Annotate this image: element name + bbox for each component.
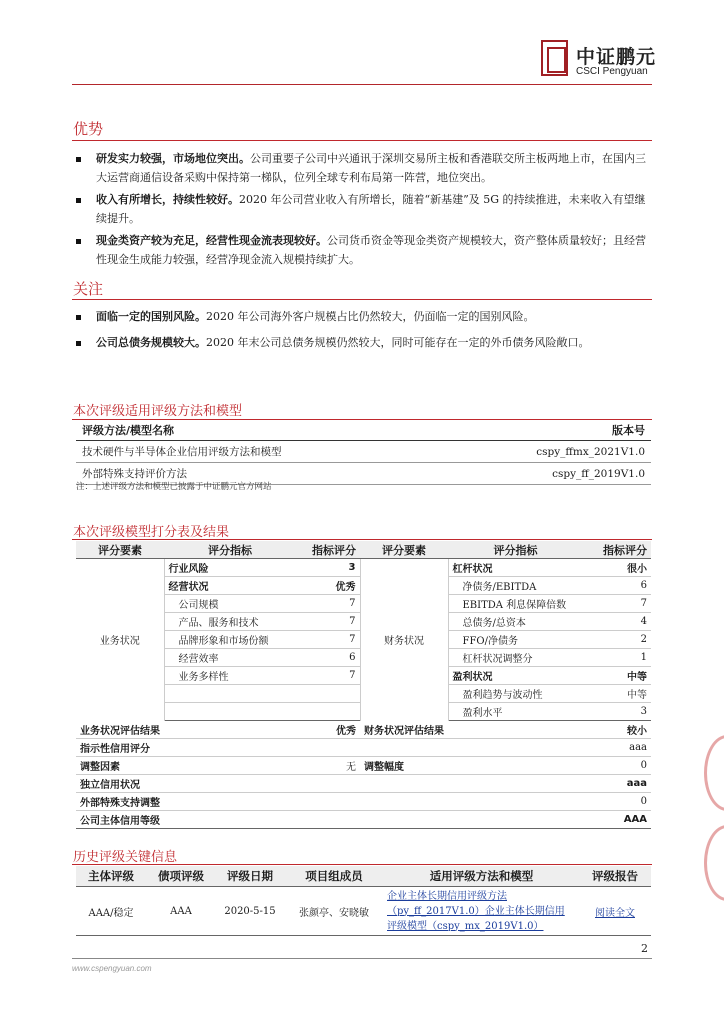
indicator-score: 6 xyxy=(296,649,360,667)
bullet-icon xyxy=(76,157,81,162)
col-header: 债项评级 xyxy=(146,866,216,887)
empty-cell xyxy=(164,685,296,703)
indicator-score: 7 xyxy=(296,631,360,649)
indicator-name: 业务多样性 xyxy=(164,667,296,685)
section-title-methods: 本次评级适用评级方法和模型 xyxy=(73,404,243,419)
report-cell xyxy=(579,887,651,936)
methods-note: 注：上述评级方法和模型已披露于中证鹏元官方网站 xyxy=(76,482,272,492)
indicator-name: EBITDA 利息保障倍数 xyxy=(448,595,583,613)
col-header: 评级报告 xyxy=(579,866,651,887)
indicator-name: 总债务/总资本 xyxy=(448,613,583,631)
indicator-name: 杠杆状况 xyxy=(448,559,583,577)
issuer-rating-label: 公司主体信用等级 xyxy=(76,811,583,829)
logo-text-en: CSCI Pengyuan xyxy=(576,66,648,77)
col-header: 评分要素 xyxy=(76,541,164,559)
indicator-name: 公司规模 xyxy=(164,595,296,613)
indicator-name: 净债务/EBITDA xyxy=(448,577,583,595)
bullet-icon xyxy=(76,198,81,203)
section-divider xyxy=(72,539,652,540)
financial-result-value: 较小 xyxy=(583,721,651,739)
factor-financial: 财务状况 xyxy=(360,559,448,721)
indicator-score: 7 xyxy=(296,667,360,685)
external-support-label: 外部特殊支持调整 xyxy=(76,793,583,811)
advantage-item: 收入有所增长，持续性较好。2020 年公司营业收入有所增长，随着“新基建”及 5G 的持续推进，未来收入有望继续提升。 xyxy=(96,193,646,225)
concern-item: 公司总债务规模较大。2020 年末公司总债务规模仍然较大，同时可能存在一定的外币债务风险敞口。 xyxy=(96,336,590,349)
col-version: 版本号 xyxy=(442,420,651,441)
indicator-score: 中等 xyxy=(583,667,651,685)
page-number: 2 xyxy=(641,942,648,955)
col-header: 主体评级 xyxy=(76,866,146,887)
indicator-score: 3 xyxy=(296,559,360,577)
section-divider xyxy=(72,299,652,300)
business-result-label: 业务状况评估结果 xyxy=(76,721,296,739)
external-support-value: 0 xyxy=(583,793,651,811)
indicator-name: FFO/净债务 xyxy=(448,631,583,649)
col-header: 评分指标 xyxy=(164,541,296,559)
section-title-concerns: 关注 xyxy=(73,280,104,298)
bond-rating: AAA xyxy=(146,887,216,936)
indicator-score: 3 xyxy=(583,703,651,721)
col-header: 评分指标 xyxy=(448,541,583,559)
read-report-link[interactable]: 阅读全文 xyxy=(595,907,635,919)
indicator-score: 4 xyxy=(583,613,651,631)
footer-url: www.cspengyuan.com xyxy=(72,964,152,973)
bullet-icon xyxy=(76,315,81,320)
logo-text-cn: 中证鹏元 xyxy=(576,46,657,68)
issuer-rating-value: AAA xyxy=(583,811,651,829)
indicator-name: 产品、服务和技术 xyxy=(164,613,296,631)
advantage-item: 现金类资产较为充足，经营性现金流表现较好。公司货币资金等现金类资产规模较大，资产整体质量较好；且经营性现金生成能力较强，经营净现金流入规模持续扩大。 xyxy=(96,234,646,266)
method-name: 外部特殊支持评价方法 xyxy=(76,463,442,485)
indicator-name: 杠杆状况调整分 xyxy=(448,649,583,667)
section-title-score: 本次评级模型打分表及结果 xyxy=(73,525,230,540)
method-link[interactable]: （py_ff_2017V1.0）企业主体长期信用 xyxy=(387,905,565,917)
financial-result-label: 财务状况评估结果 xyxy=(360,721,583,739)
section-divider xyxy=(72,140,652,141)
indicator-score: 2 xyxy=(583,631,651,649)
standalone-value: aaa xyxy=(583,775,651,793)
issuer-rating: AAA/稳定 xyxy=(76,887,146,936)
col-header: 项目组成员 xyxy=(284,866,384,887)
indicator-name: 盈利水平 xyxy=(448,703,583,721)
section-divider xyxy=(72,864,652,865)
rating-date: 2020-5-15 xyxy=(216,887,284,936)
indicator-name: 经营效率 xyxy=(164,649,296,667)
table-row xyxy=(76,887,651,936)
col-header: 指标评分 xyxy=(583,541,651,559)
section-title-advantages: 优势 xyxy=(73,120,104,138)
business-result-value: 优秀 xyxy=(296,721,360,739)
adjust-range-value: 0 xyxy=(583,757,651,775)
method-name: 技术硬件与半导体企业信用评级方法和模型 xyxy=(76,441,442,463)
company-logo-mark xyxy=(541,40,568,76)
col-header: 评分要素 xyxy=(360,541,448,559)
indicator-name: 盈利状况 xyxy=(448,667,583,685)
indicator-name: 行业风险 xyxy=(164,559,296,577)
adjust-label: 调整因素 xyxy=(76,757,296,775)
method-link[interactable]: 企业主体长期信用评级方法 xyxy=(387,890,507,902)
indicator-score: 7 xyxy=(296,595,360,613)
methods-table xyxy=(76,420,651,485)
concern-item: 面临一定的国别风险。2020 年公司海外客户规模占比仍然较大，仍面临一定的国别风险。 xyxy=(96,310,535,323)
bullet-icon xyxy=(76,341,81,346)
indicative-label: 指示性信用评分 xyxy=(76,739,583,757)
header-divider xyxy=(72,84,652,85)
method-version: cspy_ffmx_2021V1.0 xyxy=(442,441,651,463)
col-method-name: 评级方法/模型名称 xyxy=(76,420,442,441)
indicator-name: 品牌形象和市场份额 xyxy=(164,631,296,649)
indicator-score: 7 xyxy=(583,595,651,613)
indicator-score: 优秀 xyxy=(296,577,360,595)
indicator-score: 7 xyxy=(296,613,360,631)
empty-cell xyxy=(296,685,360,703)
adjust-value: 无 xyxy=(296,757,360,775)
indicator-name: 盈利趋势与波动性 xyxy=(448,685,583,703)
col-header: 评级日期 xyxy=(216,866,284,887)
score-table xyxy=(76,541,651,829)
indicator-score: 很小 xyxy=(583,559,651,577)
advantage-item: 研发实力较强，市场地位突出。公司重要子公司中兴通讯于深圳交易所主板和香港联交所主板两地上市，在国内三大运营商通信设备采购中保持第一梯队，位列全球专利布局第一阵营，地位突出。 xyxy=(96,152,646,184)
seal-stamp-icon xyxy=(704,825,724,901)
indicator-name: 经营状况 xyxy=(164,577,296,595)
method-version: cspy_ff_2019V1.0 xyxy=(442,463,651,485)
factor-business: 业务状况 xyxy=(76,559,164,721)
indicator-score: 6 xyxy=(583,577,651,595)
method-link[interactable]: 评级模型（cspy_mx_2019V1.0） xyxy=(387,920,544,932)
indicator-score: 1 xyxy=(583,649,651,667)
standalone-label: 独立信用状况 xyxy=(76,775,583,793)
history-table xyxy=(76,866,651,936)
section-title-history: 历史评级关键信息 xyxy=(73,850,178,865)
col-header: 指标评分 xyxy=(296,541,360,559)
indicator-score: 中等 xyxy=(583,685,651,703)
seal-stamp-icon xyxy=(704,735,724,811)
empty-cell xyxy=(164,703,296,721)
col-header: 适用评级方法和模型 xyxy=(384,866,579,887)
bullet-icon xyxy=(76,239,81,244)
team-members: 张颜亭、安晓敏 xyxy=(284,887,384,936)
empty-cell xyxy=(296,703,360,721)
indicative-value: aaa xyxy=(583,739,651,757)
adjust-range-label: 调整幅度 xyxy=(360,757,583,775)
table-row xyxy=(76,441,651,463)
method-links xyxy=(384,887,579,936)
footer-divider xyxy=(72,958,652,959)
